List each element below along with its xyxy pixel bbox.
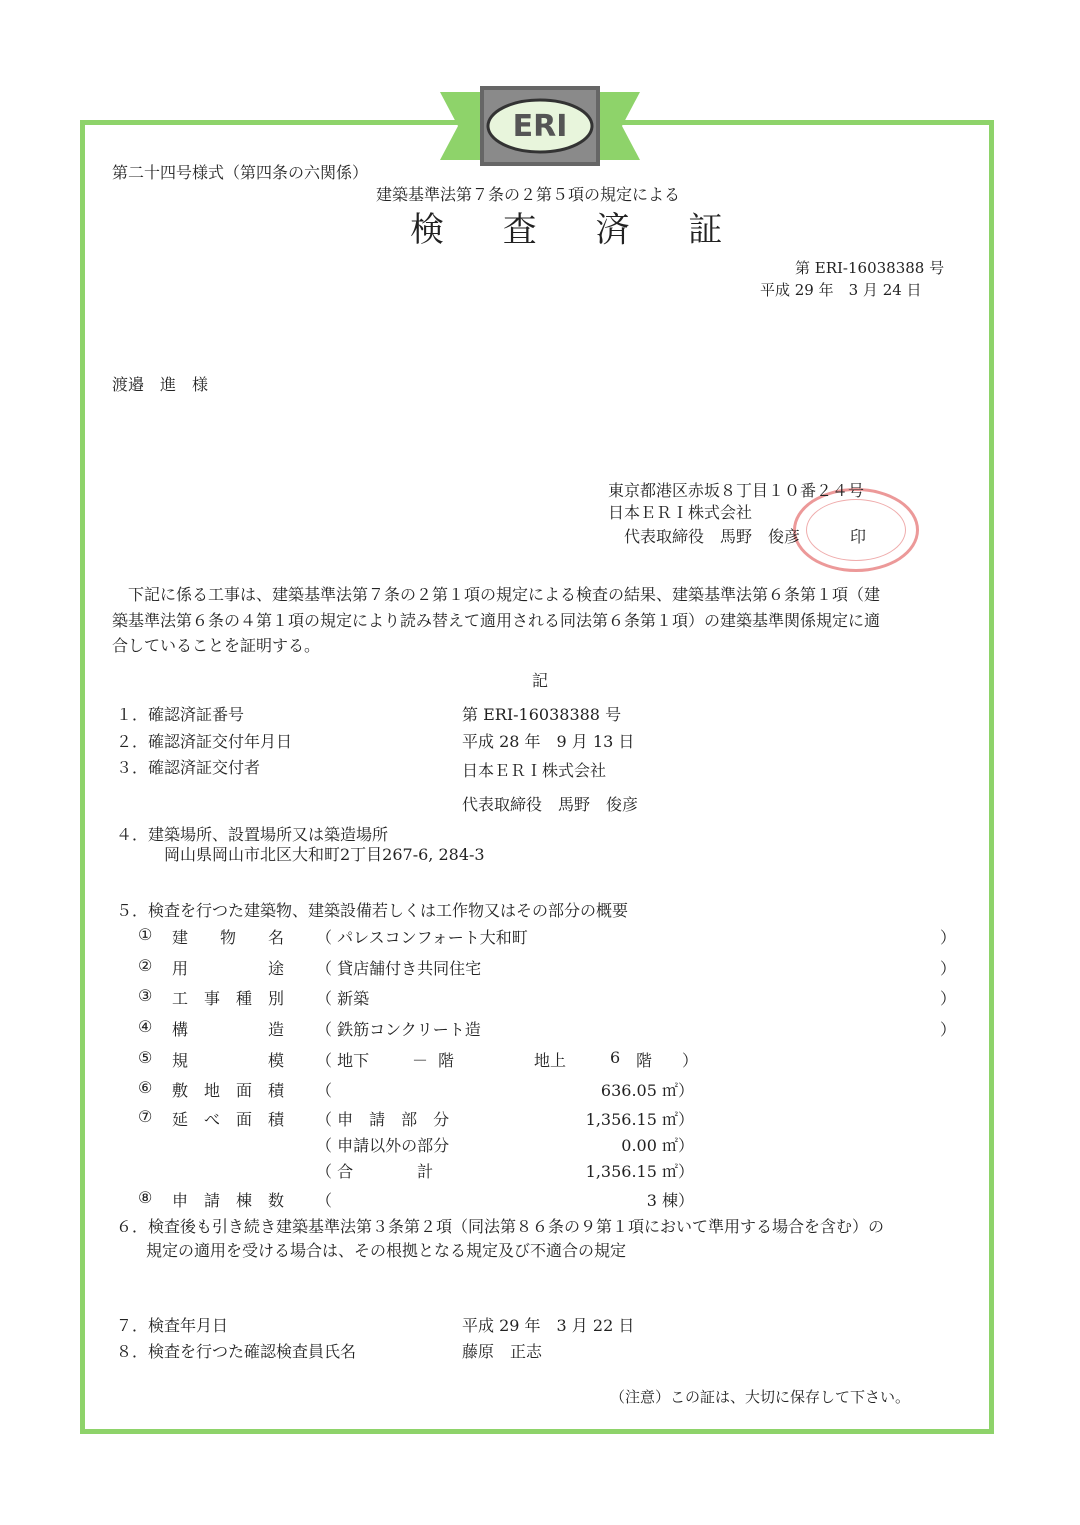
- item-4-value: 岡山県岡山市北区大和町2丁目267-6, 284-3: [164, 845, 485, 864]
- overview-4-num: ④: [138, 1017, 153, 1036]
- overview-4-close: ）: [940, 1020, 957, 1039]
- overview-5-open: （ 地下: [316, 1051, 370, 1070]
- overview-5-basement-floors: －: [412, 1051, 429, 1070]
- overview-2-num: ②: [138, 956, 153, 975]
- item-6-line-2: 規定の適用を受ける場合は、その根拠となる規定及び不適合の規定: [146, 1241, 627, 1260]
- overview-6-value: 636.05 ㎡）: [600, 1081, 694, 1100]
- overview-4-value: （ 鉄筋コンクリート造: [316, 1020, 481, 1039]
- overview-5-above-label: 地上: [534, 1051, 567, 1070]
- addressee: 渡邉 進 様: [112, 375, 209, 394]
- overview-8-label: 申 請 棟 数: [172, 1191, 285, 1210]
- issuer-address: 東京都港区赤坂８丁目１０番２４号: [608, 481, 865, 500]
- issuer-seal: 印: [850, 527, 867, 546]
- overview-1-num: ①: [138, 925, 153, 944]
- overview-7-other-label: （ 申請以外の部分: [316, 1136, 450, 1155]
- overview-7-total-label: （ 合 計: [316, 1162, 434, 1181]
- item-2-label: ２．確認済証交付年月日: [116, 732, 293, 751]
- body-line-3: 合していることを証明する。: [112, 636, 321, 655]
- certificate-date: 平成 29 年 3 月 24 日: [760, 281, 922, 299]
- overview-5-above-unit: 階: [636, 1051, 653, 1070]
- overview-1-label: 建 物 名: [172, 928, 285, 947]
- overview-6-label: 敷 地 面 積: [172, 1081, 285, 1100]
- subtitle: 建築基準法第７条の２第５項の規定による: [376, 185, 681, 204]
- item-2-value: 平成 28 年 9 月 13 日: [462, 732, 635, 751]
- overview-1-close: ）: [940, 928, 957, 947]
- body-line-1: 下記に係る工事は、建築基準法第７条の２第１項の規定による検査の結果、建築基準法第６条第１項（建: [112, 585, 881, 604]
- overview-3-close: ）: [940, 989, 957, 1008]
- overview-3-num: ③: [138, 986, 153, 1005]
- overview-4-label: 構 造: [172, 1020, 285, 1039]
- item-8-label: ８．検査を行つた確認検査員氏名: [116, 1342, 357, 1361]
- overview-2-value: （ 貸店舗付き共同住宅: [316, 959, 482, 978]
- item-7-label: ７．検査年月日: [116, 1316, 229, 1335]
- overview-8-open: （: [316, 1191, 333, 1210]
- overview-7-applied-value: 1,356.15 ㎡）: [585, 1110, 694, 1129]
- overview-7-total-value: 1,356.15 ㎡）: [585, 1162, 694, 1181]
- overview-8-num: ⑧: [138, 1188, 153, 1207]
- body-line-2: 築基準法第６条の４第１項の規定により読み替えて適用される同法第６条第１項）の建築基準関係規定に適: [112, 611, 881, 630]
- item-6-line-1: ６．検査後も引き続き建築基準法第３条第２項（同法第８６条の９第１項において準用する場合を含む）の: [116, 1217, 885, 1236]
- overview-2-close: ）: [940, 959, 957, 978]
- item-1-label: １．確認済証番号: [116, 705, 245, 724]
- overview-5-num: ⑤: [138, 1048, 153, 1067]
- overview-3-value: （ 新築: [316, 989, 370, 1008]
- overview-1-value: （ パレスコンフォート大和町: [316, 928, 528, 947]
- overview-7-applied-label: （ 申 請 部 分: [316, 1110, 450, 1129]
- item-1-value: 第 ERI-16038388 号: [462, 705, 622, 724]
- overview-3-label: 工 事 種 別: [172, 989, 285, 1008]
- overview-7-other-value: 0.00 ㎡）: [621, 1136, 694, 1155]
- overview-5-basement-unit: 階: [438, 1051, 455, 1070]
- overview-5-above-floors: 6: [610, 1048, 621, 1067]
- overview-8-value: 3 棟）: [646, 1191, 694, 1210]
- logo-text: ERI: [512, 109, 568, 144]
- eri-logo-icon: [440, 86, 640, 166]
- item-8-value: 藤原 正志: [462, 1342, 543, 1361]
- item-3-value-2: 代表取締役 馬野 俊彦: [462, 795, 639, 814]
- overview-5-label: 規 模: [172, 1051, 285, 1070]
- overview-6-num: ⑥: [138, 1078, 153, 1097]
- item-3-label: ３．確認済証交付者: [116, 758, 261, 777]
- issuer-company: 日本ＥＲＩ株式会社: [608, 503, 753, 522]
- item-4-label: ４．建築場所、設置場所又は築造場所: [116, 825, 389, 844]
- issuer-representative: 代表取締役 馬野 俊彦: [624, 527, 801, 546]
- item-7-value: 平成 29 年 3 月 22 日: [462, 1316, 635, 1335]
- ki-heading: 記: [532, 671, 549, 690]
- overview-2-label: 用 途: [172, 959, 285, 978]
- overview-6-open: （: [316, 1081, 333, 1100]
- certificate-number: 第 ERI-16038388 号: [795, 259, 945, 277]
- item-5-label: ５．検査を行つた建築物、建築設備若しくは工作物又はその部分の概要: [116, 901, 629, 920]
- page-title: 検 査 済 証: [410, 210, 747, 250]
- overview-7-label: 延 べ 面 積: [172, 1110, 285, 1129]
- footer-note: （注意）この証は、大切に保存して下さい。: [610, 1388, 911, 1406]
- item-3-value-1: 日本ＥＲＩ株式会社: [462, 761, 607, 780]
- overview-7-num: ⑦: [138, 1107, 153, 1126]
- form-number: 第二十四号様式（第四条の六関係）: [112, 163, 369, 182]
- overview-5-close: ）: [682, 1051, 699, 1070]
